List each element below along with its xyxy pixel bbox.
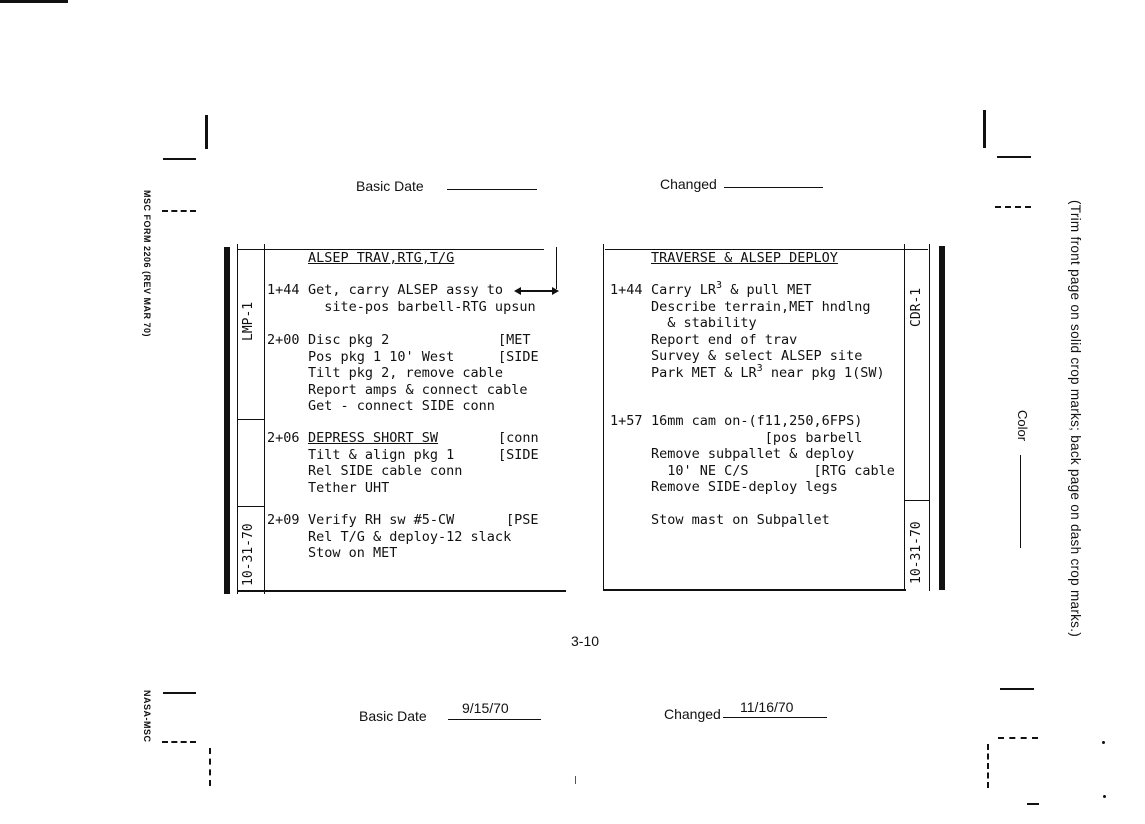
- color-label: Color: [1015, 410, 1030, 442]
- left-card-title: ALSEP TRAV,RTG,T/G: [308, 250, 455, 266]
- left-date-tab: 10-31-70: [241, 523, 256, 586]
- left-line: Stow on MET: [308, 545, 398, 561]
- crop-mark: [163, 692, 196, 694]
- left-line: Get, carry ALSEP assy to: [308, 282, 504, 298]
- color-field-line: [1020, 455, 1021, 548]
- right-time-1: 1+44: [610, 282, 643, 298]
- header-changed-label: Changed: [660, 176, 717, 192]
- crop-mark: [1000, 688, 1034, 690]
- crop-mark: [209, 748, 211, 786]
- footer-basic-date: 9/15/70: [462, 700, 509, 716]
- left-note: [conn: [498, 430, 539, 446]
- right-line: & stability: [651, 315, 757, 331]
- crop-mark: [983, 110, 986, 148]
- left-line: Rel T/G & deploy-12 slack: [308, 528, 512, 545]
- crop-mark: [987, 744, 989, 788]
- crop-mark: [162, 210, 196, 212]
- speck: [1027, 803, 1039, 805]
- footer-changed-date: 11/16/70: [740, 699, 794, 715]
- left-time-2: 2+00: [267, 332, 300, 348]
- right-line: Stow mast on Subpallet: [651, 512, 830, 528]
- right-line: Remove subpallet & deploy: [651, 446, 855, 462]
- crop-mark: [997, 156, 1031, 158]
- org-label: NASA-MSC: [142, 690, 152, 743]
- footer-changed-line: [723, 717, 827, 718]
- form-id: MSC FORM 2206 (REV MAR 70): [142, 190, 152, 338]
- crop-mark: [162, 741, 196, 743]
- right-card: [603, 244, 948, 594]
- crop-mark: [205, 115, 208, 149]
- right-line: Survey & select ALSEP site: [651, 348, 863, 364]
- left-line: Report amps & connect cable: [308, 381, 528, 398]
- left-line: Tilt & align pkg 1: [308, 446, 455, 463]
- left-line: Disc pkg 2: [308, 332, 390, 348]
- left-line: Verify RH sw #5-CW: [308, 512, 455, 528]
- right-line: 10' NE C/S [RTG cable: [651, 462, 895, 479]
- left-line: Rel SIDE cable conn: [308, 463, 463, 479]
- left-line: DEPRESS SHORT SW: [308, 430, 439, 446]
- right-line: [pos barbell: [651, 429, 863, 446]
- right-line-carry: Carry $LR^3$ & pull MET: [651, 280, 812, 298]
- left-line: Get - connect SIDE conn: [308, 398, 495, 414]
- right-line: Describe terrain,MET hndlng: [651, 298, 871, 315]
- crop-mark: [998, 737, 1038, 739]
- left-card: [224, 244, 566, 594]
- left-time-4: 2+09: [267, 512, 300, 528]
- left-note: [SIDE: [498, 348, 539, 365]
- trim-note: (Trim front page on solid crop marks; back page on dash crop marks.): [1068, 200, 1083, 638]
- left-line: Pos pkg 1 10' West: [308, 348, 455, 365]
- footer-changed-label: Changed: [664, 706, 721, 722]
- left-note: [PSE: [506, 512, 539, 528]
- footer-basic-date-label: Basic Date: [359, 708, 427, 724]
- footer-basic-date-line: [448, 719, 541, 720]
- crop-mark: [995, 206, 1031, 208]
- left-line: Tether UHT: [308, 479, 390, 496]
- page-number: 3-10: [571, 633, 600, 649]
- corner-bar: [0, 0, 68, 3]
- right-card-title: TRAVERSE & ALSEP DEPLOY: [651, 250, 838, 266]
- header-basic-date-label: Basic Date: [356, 178, 424, 194]
- right-crew-tab: CDR-1: [909, 287, 924, 327]
- left-note: [MET: [498, 332, 531, 348]
- speck: [1103, 795, 1106, 798]
- left-note: [SIDE: [498, 446, 539, 463]
- right-line: 16mm cam on-(f11,250,6FPS): [651, 413, 863, 429]
- header-basic-date-line: [447, 189, 537, 190]
- arrow-right-icon: [552, 287, 559, 295]
- right-date-tab: 10-31-70: [909, 521, 924, 584]
- left-crew-tab: LMP-1: [241, 301, 256, 341]
- speck: [575, 776, 576, 784]
- left-time-3: 2+06: [267, 430, 300, 446]
- right-time-2: 1+57: [610, 413, 643, 429]
- arrow-shaft: [519, 290, 555, 292]
- left-line: site-pos barbell-RTG upsun: [308, 298, 536, 315]
- left-time-1: 1+44: [267, 282, 300, 298]
- arrow-left-icon: [514, 287, 521, 295]
- left-line: Tilt pkg 2, remove cable: [308, 365, 504, 381]
- right-line: Remove SIDE-deploy legs: [651, 479, 838, 495]
- right-line-park: Park MET & $LR^3$ near pkg 1(SW): [651, 362, 885, 381]
- speck: [1102, 741, 1105, 744]
- crop-mark: [163, 158, 196, 160]
- header-changed-line: [724, 187, 823, 188]
- right-line: Report end of trav: [651, 331, 798, 348]
